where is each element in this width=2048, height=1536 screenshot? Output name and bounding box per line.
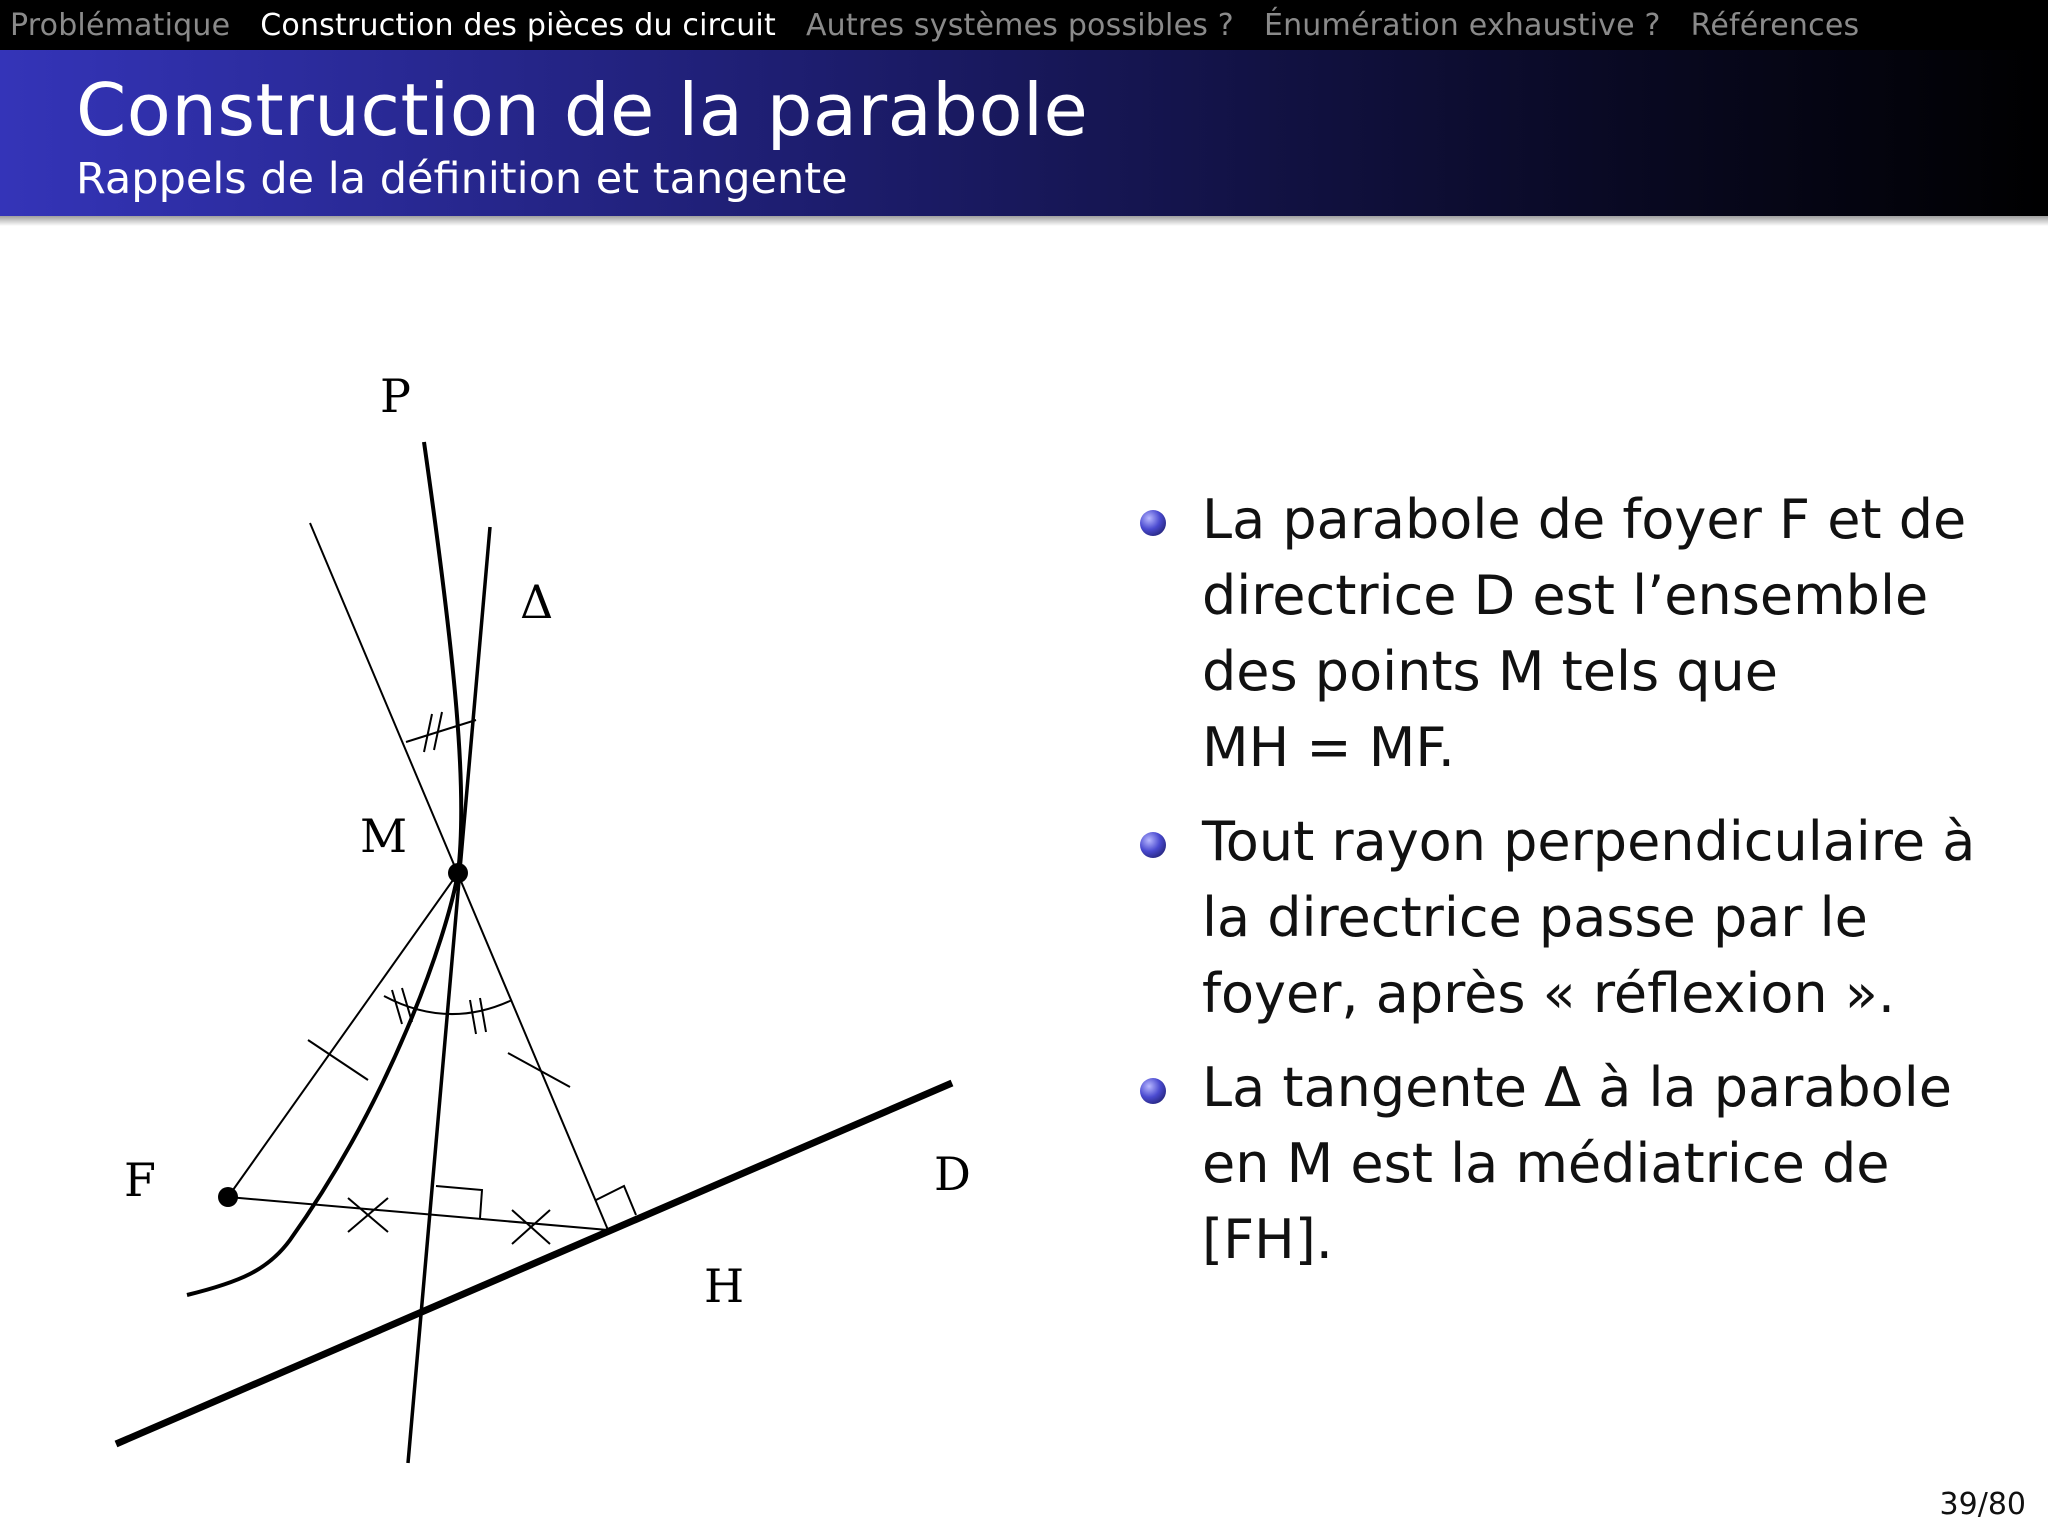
segment-fh [228, 1197, 608, 1230]
bullet-item [1140, 804, 1990, 1032]
label-delta: Δ [520, 575, 554, 629]
right-angle-mark [436, 1186, 482, 1218]
slide-title: Construction de la parabole [76, 68, 1089, 152]
point-m [448, 863, 468, 883]
point-f [218, 1187, 238, 1207]
angle-tick [470, 1000, 476, 1034]
bullet-text: La parabole de foyer F et de directrice D est l’ensemble des points M tels que MH = MF. [1202, 488, 1967, 779]
segment-mf [228, 873, 458, 1197]
bullet-text: Tout rayon perpendiculaire à la directrice passe par le foyer, après « réflexion ». [1202, 810, 1976, 1025]
right-angle-mark [596, 1186, 636, 1215]
page-number: 39/80 [1939, 1487, 2026, 1522]
nav-problematique[interactable]: Problématique [10, 7, 231, 43]
angle-tick [406, 720, 476, 742]
parabola-curve [187, 442, 461, 1295]
bullet-ball-icon [1140, 832, 1166, 858]
label-p: P [380, 369, 411, 423]
label-h: H [704, 1259, 745, 1313]
bullet-text: La tangente Δ à la parabole en M est la médiatrice de [FH]. [1202, 1056, 1952, 1271]
nav-references[interactable]: Références [1690, 7, 1860, 43]
angle-tick [392, 990, 402, 1024]
tick-mark [508, 1053, 570, 1087]
label-f: F [124, 1153, 156, 1207]
bullet-list [1140, 482, 1990, 1296]
angle-tick [480, 998, 486, 1032]
directrix-line [116, 1083, 952, 1444]
slide-subtitle: Rappels de la définition et tangente [76, 154, 848, 204]
bullet-ball-icon [1140, 1078, 1166, 1104]
nav-construction[interactable]: Construction des pièces du circuit [260, 7, 776, 43]
label-m: M [360, 809, 408, 863]
tick-mark [308, 1040, 368, 1080]
nav-enumeration[interactable]: Énumération exhaustive ? [1263, 7, 1661, 43]
nav-autres-systemes[interactable]: Autres systèmes possibles ? [805, 7, 1234, 43]
bullet-ball-icon [1140, 510, 1166, 536]
angle-tick [424, 714, 432, 752]
bullet-item [1140, 482, 1990, 786]
label-d: D [934, 1147, 971, 1201]
bullet-item [1140, 1050, 1990, 1278]
